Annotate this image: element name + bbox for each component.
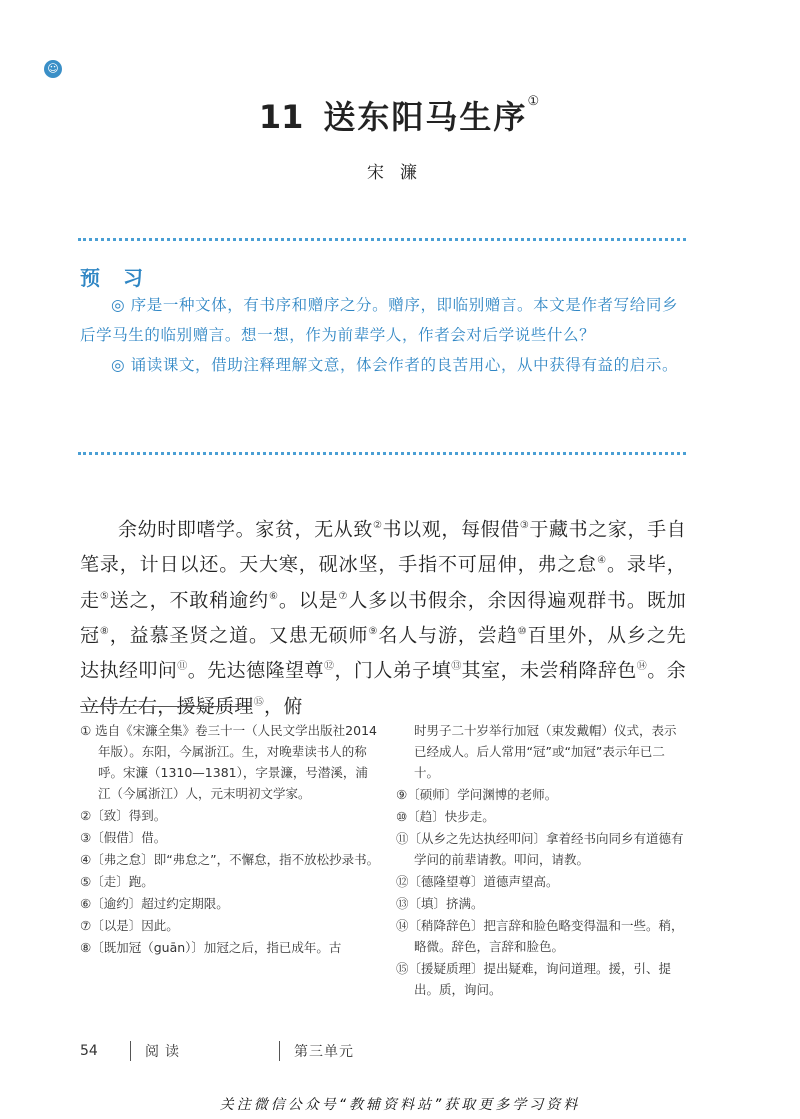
footnotes-right-column bbox=[396, 720, 686, 1001]
footnote-marker[interactable]: ⑦ bbox=[338, 590, 349, 602]
footnote: ① 选自《宋濂全集》卷三十一（人民文学出版社2014年版）。东阳，今属浙江。生，对晚辈读书人的称呼。宋濂（1310—1381），字景濂，号潜溪，浦江（今属浙江）人，元末明初文学家。 bbox=[80, 723, 377, 801]
main-text-segment: 送之，不敢稍逾约 bbox=[109, 588, 269, 611]
footnote: ⑥〔逾约〕超过约定期限。 bbox=[80, 896, 229, 911]
preview-paragraph: ◎ 序是一种文体，有书序和赠序之分。赠序，即临别赠言。本文是作者写给同乡后学马生的临别赠言。想一想，作为前辈学人，作者会对后学说些什么？ bbox=[80, 296, 679, 344]
lesson-title bbox=[323, 94, 542, 136]
footnote: ⑬〔填〕挤满。 bbox=[396, 896, 484, 911]
footnote: ⑧〔既加冠（guān）〕加冠之后，指已成年。古 bbox=[80, 940, 342, 955]
main-text-segment: 其室，未尝稍降辞色 bbox=[461, 659, 637, 682]
main-text-segment: ，俯 bbox=[264, 694, 303, 717]
main-text-segment: 余幼时即嗜学。家贫，无从致 bbox=[118, 518, 373, 541]
footnote-rule bbox=[80, 706, 252, 707]
footer-separator bbox=[130, 1041, 131, 1061]
main-paragraph bbox=[80, 510, 686, 722]
promo-banner: 关注微信公众号“教辅资料站”获取更多学习资料 bbox=[219, 1097, 581, 1113]
footnote-marker[interactable]: ② bbox=[372, 520, 383, 531]
footnote: ⑪〔从乡之先达执经叩问〕拿着经书向同乡有道德有学问的前辈请教。叩问，请教。 bbox=[396, 831, 684, 867]
main-text-segment: 。以是 bbox=[278, 588, 339, 611]
footer-section: 阅读 bbox=[145, 1044, 185, 1060]
footnote-marker[interactable]: ⑨ bbox=[368, 625, 379, 637]
lesson-title-block bbox=[0, 92, 800, 138]
footnote: ⑦〔以是〕因此。 bbox=[80, 918, 179, 933]
footnote: ⑤〔走〕跑。 bbox=[80, 874, 154, 889]
preview-bottom-divider bbox=[78, 452, 686, 455]
smiley-icon: ☺ bbox=[44, 60, 62, 78]
title-footnote-marker[interactable]: ① bbox=[527, 94, 542, 109]
main-text-segment: 百里外，从乡之先达执经叩问 bbox=[80, 624, 687, 682]
footnote-marker[interactable]: ⑬ bbox=[451, 661, 462, 673]
footnote-marker[interactable]: ⑥ bbox=[268, 590, 279, 602]
page-footer bbox=[80, 1040, 480, 1062]
author-name: 宋濂 bbox=[367, 163, 433, 183]
footnote-marker[interactable]: ⑭ bbox=[636, 661, 648, 673]
footnote: ⑩〔趋〕快步走。 bbox=[396, 809, 495, 824]
preview-top-divider bbox=[78, 238, 686, 241]
footnote-marker[interactable]: ④ bbox=[597, 555, 608, 567]
footer-separator bbox=[279, 1041, 280, 1061]
footnote-marker[interactable]: ⑤ bbox=[99, 590, 110, 602]
main-text-segment: 。先达德隆望尊 bbox=[187, 659, 324, 682]
preview-body bbox=[80, 290, 686, 380]
preview-paragraph: ◎ 诵读课文，借助注释理解文意，体会作者的良苦用心，从中获得有益的启示。 bbox=[111, 356, 679, 374]
footnote-marker[interactable]: ⑧ bbox=[99, 625, 110, 637]
footnote-marker[interactable]: ⑩ bbox=[517, 625, 528, 637]
footnote: ④〔弗之怠〕即“弗怠之”，不懈怠，指不放松抄录书。 bbox=[80, 852, 380, 867]
footnote: ⑫〔德隆望尊〕道德声望高。 bbox=[396, 874, 559, 889]
footnote-marker[interactable]: ⑫ bbox=[323, 661, 335, 673]
footnote: ⑮〔援疑质理〕提出疑难，询问道理。援，引、提出。质，询问。 bbox=[396, 961, 672, 997]
main-text-segment: 。余立侍左右，援疑质理 bbox=[80, 659, 686, 717]
footnote-marker[interactable]: ⑪ bbox=[177, 661, 188, 673]
lesson-number: 11 bbox=[258, 98, 304, 136]
footnote: ②〔致〕得到。 bbox=[80, 808, 167, 823]
page-number: 54 bbox=[80, 1043, 98, 1059]
main-text-segment: 于藏书之家，手自笔录，计日以还。天大寒，砚冰坚，手指不可屈伸，弗之怠 bbox=[80, 518, 687, 576]
footnote: ⑨〔硕师〕学问渊博的老师。 bbox=[396, 787, 558, 802]
main-text-segment: ，门人弟子填 bbox=[334, 659, 452, 682]
main-text bbox=[80, 510, 686, 722]
footnote: ⑭〔稍降辞色〕把言辞和脸色略变得温和一些。稍，略微。辞色，言辞和脸色。 bbox=[396, 918, 684, 954]
main-text-segment: 书以观，每假借 bbox=[382, 518, 520, 541]
footnotes-left-column bbox=[80, 720, 380, 959]
footnote-marker[interactable]: ⑮ bbox=[253, 696, 265, 708]
footnote-marker[interactable]: ③ bbox=[519, 520, 530, 531]
main-text-segment: 人多以书假余，余因得遍观群书。既加冠 bbox=[80, 588, 687, 647]
footer-unit: 第三单元 bbox=[294, 1044, 354, 1060]
main-text-segment: ，益慕圣贤之道。又患无硕师 bbox=[109, 624, 369, 647]
main-text-segment: 。录毕，走 bbox=[80, 553, 687, 611]
footnote: ③〔假借〕借。 bbox=[80, 830, 167, 845]
lesson-title-text: 送东阳马生序 bbox=[323, 98, 528, 136]
footnote-continuation: 时男子二十岁举行加冠（束发戴帽）仪式，表示已经成人。后人常用“冠”或“加冠”表示年已二十。 bbox=[414, 723, 677, 780]
main-text-segment: 名人与游，尝趋 bbox=[378, 624, 518, 647]
preview-heading: 预 习 bbox=[80, 266, 151, 290]
